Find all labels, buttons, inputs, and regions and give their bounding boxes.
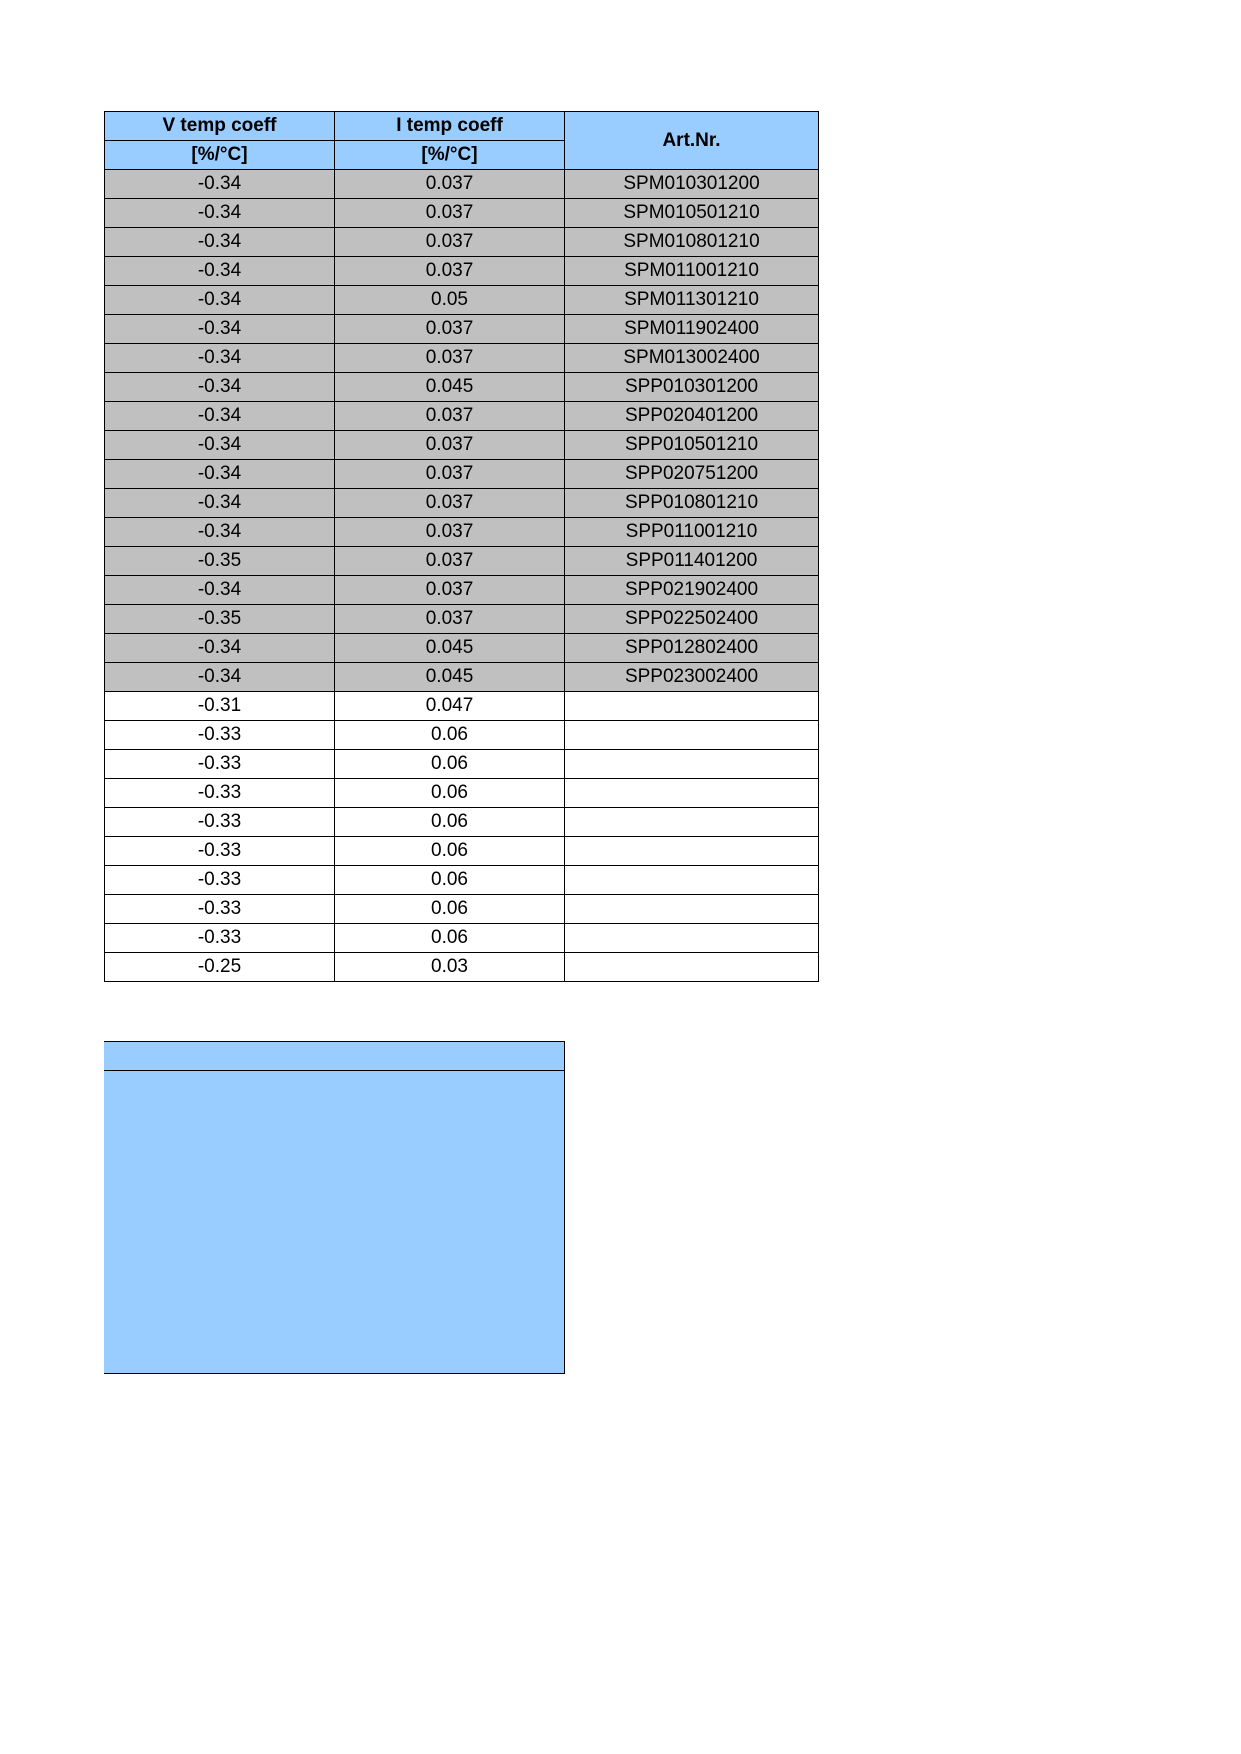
cell-art-nr — [565, 750, 819, 779]
cell-i-temp-coeff: 0.037 — [335, 257, 565, 286]
cell-i-temp-coeff: 0.047 — [335, 692, 565, 721]
cell-i-temp-coeff: 0.037 — [335, 547, 565, 576]
cell-i-temp-coeff: 0.06 — [335, 866, 565, 895]
cell-i-temp-coeff: 0.037 — [335, 170, 565, 199]
cell-v-temp-coeff: -0.33 — [105, 837, 335, 866]
cell-v-temp-coeff: -0.34 — [105, 431, 335, 460]
cell-i-temp-coeff: 0.037 — [335, 605, 565, 634]
cell-v-temp-coeff: -0.35 — [105, 605, 335, 634]
header-art-nr: Art.Nr. — [565, 112, 819, 170]
table-row — [105, 924, 819, 953]
table-row — [105, 634, 819, 663]
cell-i-temp-coeff: 0.05 — [335, 286, 565, 315]
cell-i-temp-coeff: 0.06 — [335, 895, 565, 924]
cell-v-temp-coeff: -0.34 — [105, 199, 335, 228]
table-row — [105, 721, 819, 750]
cell-art-nr — [565, 721, 819, 750]
cell-v-temp-coeff: -0.34 — [105, 257, 335, 286]
table-row — [105, 779, 819, 808]
cell-i-temp-coeff: 0.03 — [335, 953, 565, 982]
cell-v-temp-coeff: -0.31 — [105, 692, 335, 721]
table-row — [105, 402, 819, 431]
cell-i-temp-coeff: 0.06 — [335, 808, 565, 837]
cell-i-temp-coeff: 0.06 — [335, 837, 565, 866]
cell-v-temp-coeff: -0.34 — [105, 170, 335, 199]
cell-v-temp-coeff: -0.34 — [105, 402, 335, 431]
cell-art-nr: SPP010301200 — [565, 373, 819, 402]
cell-art-nr: SPM013002400 — [565, 344, 819, 373]
table-row — [105, 286, 819, 315]
table-row — [105, 199, 819, 228]
table-row — [105, 228, 819, 257]
cell-art-nr: SPM010501210 — [565, 199, 819, 228]
table-row — [105, 953, 819, 982]
cell-art-nr: SPP010801210 — [565, 489, 819, 518]
cell-i-temp-coeff: 0.06 — [335, 750, 565, 779]
cell-v-temp-coeff: -0.33 — [105, 808, 335, 837]
cell-art-nr: SPP010501210 — [565, 431, 819, 460]
cell-art-nr — [565, 808, 819, 837]
cell-v-temp-coeff: -0.33 — [105, 779, 335, 808]
table-row — [105, 895, 819, 924]
blue-box-divider — [104, 1070, 564, 1071]
cell-art-nr: SPP023002400 — [565, 663, 819, 692]
table-row — [105, 431, 819, 460]
cell-i-temp-coeff: 0.06 — [335, 779, 565, 808]
cell-i-temp-coeff: 0.045 — [335, 634, 565, 663]
table-row — [105, 344, 819, 373]
cell-v-temp-coeff: -0.33 — [105, 866, 335, 895]
table-row — [105, 315, 819, 344]
cell-i-temp-coeff: 0.06 — [335, 924, 565, 953]
cell-art-nr: SPP022502400 — [565, 605, 819, 634]
cell-v-temp-coeff: -0.34 — [105, 228, 335, 257]
cell-v-temp-coeff: -0.34 — [105, 315, 335, 344]
cell-art-nr: SPP012802400 — [565, 634, 819, 663]
cell-art-nr: SPP011001210 — [565, 518, 819, 547]
cell-v-temp-coeff: -0.33 — [105, 721, 335, 750]
cell-i-temp-coeff: 0.06 — [335, 721, 565, 750]
cell-v-temp-coeff: -0.34 — [105, 489, 335, 518]
cell-i-temp-coeff: 0.037 — [335, 344, 565, 373]
cell-v-temp-coeff: -0.35 — [105, 547, 335, 576]
cell-v-temp-coeff: -0.34 — [105, 518, 335, 547]
header-row-titles — [105, 112, 819, 141]
cell-art-nr — [565, 953, 819, 982]
table-row — [105, 605, 819, 634]
cell-v-temp-coeff: -0.34 — [105, 373, 335, 402]
cell-art-nr: SPM010801210 — [565, 228, 819, 257]
blue-note-box — [104, 1041, 565, 1374]
cell-i-temp-coeff: 0.037 — [335, 518, 565, 547]
table-row — [105, 866, 819, 895]
table-row — [105, 808, 819, 837]
header-i-unit: [%/°C] — [335, 141, 565, 170]
cell-art-nr — [565, 779, 819, 808]
table-row — [105, 460, 819, 489]
cell-art-nr: SPP011401200 — [565, 547, 819, 576]
cell-v-temp-coeff: -0.34 — [105, 634, 335, 663]
cell-art-nr — [565, 895, 819, 924]
cell-i-temp-coeff: 0.045 — [335, 663, 565, 692]
cell-i-temp-coeff: 0.037 — [335, 315, 565, 344]
table-row — [105, 373, 819, 402]
cell-art-nr — [565, 692, 819, 721]
cell-v-temp-coeff: -0.25 — [105, 953, 335, 982]
cell-art-nr: SPP020751200 — [565, 460, 819, 489]
header-i-temp-coeff: I temp coeff — [335, 112, 565, 141]
cell-v-temp-coeff: -0.33 — [105, 895, 335, 924]
cell-i-temp-coeff: 0.045 — [335, 373, 565, 402]
cell-v-temp-coeff: -0.33 — [105, 924, 335, 953]
cell-art-nr: SPM010301200 — [565, 170, 819, 199]
cell-i-temp-coeff: 0.037 — [335, 460, 565, 489]
table-row — [105, 692, 819, 721]
cell-art-nr: SPM011001210 — [565, 257, 819, 286]
header-v-temp-coeff: V temp coeff — [105, 112, 335, 141]
cell-i-temp-coeff: 0.037 — [335, 402, 565, 431]
cell-art-nr — [565, 837, 819, 866]
table-header — [105, 112, 819, 170]
table-row — [105, 489, 819, 518]
table-body — [105, 170, 819, 982]
cell-art-nr — [565, 866, 819, 895]
cell-v-temp-coeff: -0.34 — [105, 576, 335, 605]
cell-v-temp-coeff: -0.34 — [105, 663, 335, 692]
cell-i-temp-coeff: 0.037 — [335, 431, 565, 460]
cell-art-nr: SPM011301210 — [565, 286, 819, 315]
table-row — [105, 547, 819, 576]
table-row — [105, 518, 819, 547]
cell-art-nr: SPP020401200 — [565, 402, 819, 431]
table-row — [105, 257, 819, 286]
cell-v-temp-coeff: -0.33 — [105, 750, 335, 779]
cell-art-nr: SPP021902400 — [565, 576, 819, 605]
coefficient-table — [104, 111, 819, 982]
table-row — [105, 750, 819, 779]
cell-v-temp-coeff: -0.34 — [105, 286, 335, 315]
table-row — [105, 170, 819, 199]
cell-art-nr — [565, 924, 819, 953]
cell-i-temp-coeff: 0.037 — [335, 228, 565, 257]
cell-i-temp-coeff: 0.037 — [335, 489, 565, 518]
cell-v-temp-coeff: -0.34 — [105, 344, 335, 373]
table-row — [105, 576, 819, 605]
cell-art-nr: SPM011902400 — [565, 315, 819, 344]
table-row — [105, 837, 819, 866]
header-v-unit: [%/°C] — [105, 141, 335, 170]
cell-i-temp-coeff: 0.037 — [335, 199, 565, 228]
cell-i-temp-coeff: 0.037 — [335, 576, 565, 605]
table-row — [105, 663, 819, 692]
cell-v-temp-coeff: -0.34 — [105, 460, 335, 489]
